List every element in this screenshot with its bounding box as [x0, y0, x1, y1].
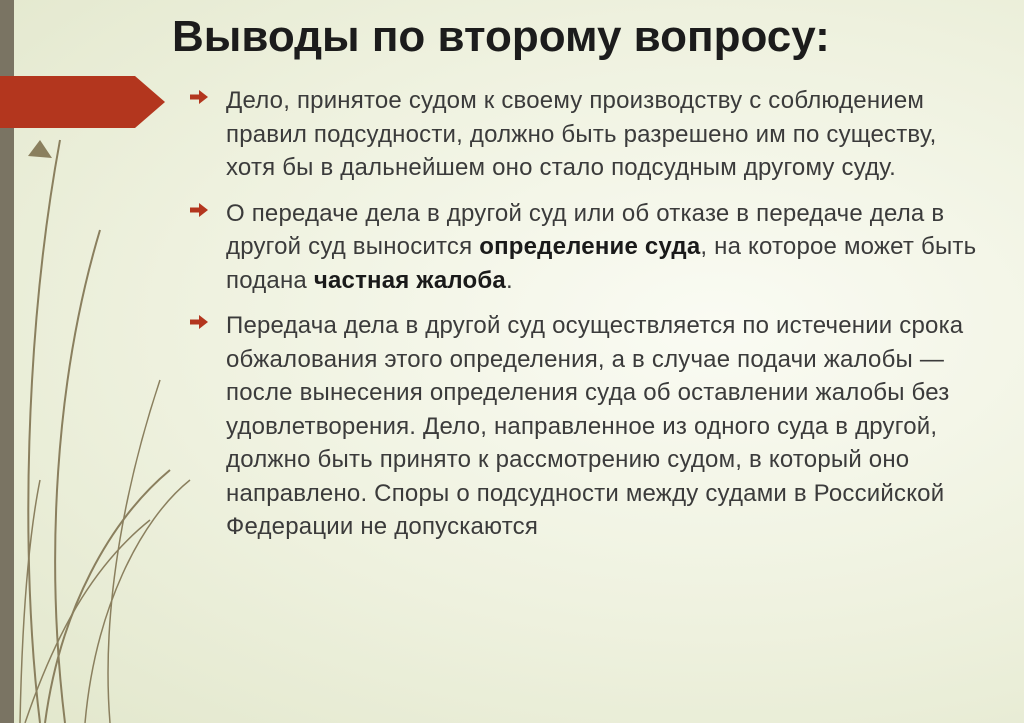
- title-ribbon: [0, 76, 165, 128]
- bold-term: определение суда: [479, 233, 701, 260]
- bullet-item: [190, 84, 990, 185]
- bullet-item: [190, 309, 990, 544]
- slide-title: Выводы по второму вопросу:: [172, 12, 830, 61]
- bold-term: частная жалоба: [313, 266, 506, 294]
- bullet-text: О передаче дела в другой суд или об отказе в передаче дела в другой суд выносится: [226, 199, 945, 260]
- bullet-text: .: [505, 266, 513, 294]
- bullet-list: [190, 84, 990, 556]
- bullet-text: , на которое может быть подана: [226, 233, 977, 294]
- bullet-text: Передача дела в другой суд осуществляется по истечении срока обжалования этого определения, а в случае подачи жалобы — после вынесения определения суда об оставлении жалобы без удовлетворения. Дело, направленное из одного суда в другой, должно быть принято к рассмотрению судом, в который оно направлено. Споры о подсудности между судами в Российской Федерации не допускаются: [226, 312, 964, 540]
- arrow-right-icon: [190, 203, 208, 217]
- bullet-item: [190, 197, 990, 298]
- arrow-right-icon: [190, 315, 208, 329]
- arrow-right-icon: [190, 90, 208, 104]
- bullet-text: Дело, принятое судом к своему производству с соблюдением правил подсудности, должно быть разрешено им по существу, хотя бы в дальнейшем оно стало подсудным другому суду.: [226, 87, 937, 181]
